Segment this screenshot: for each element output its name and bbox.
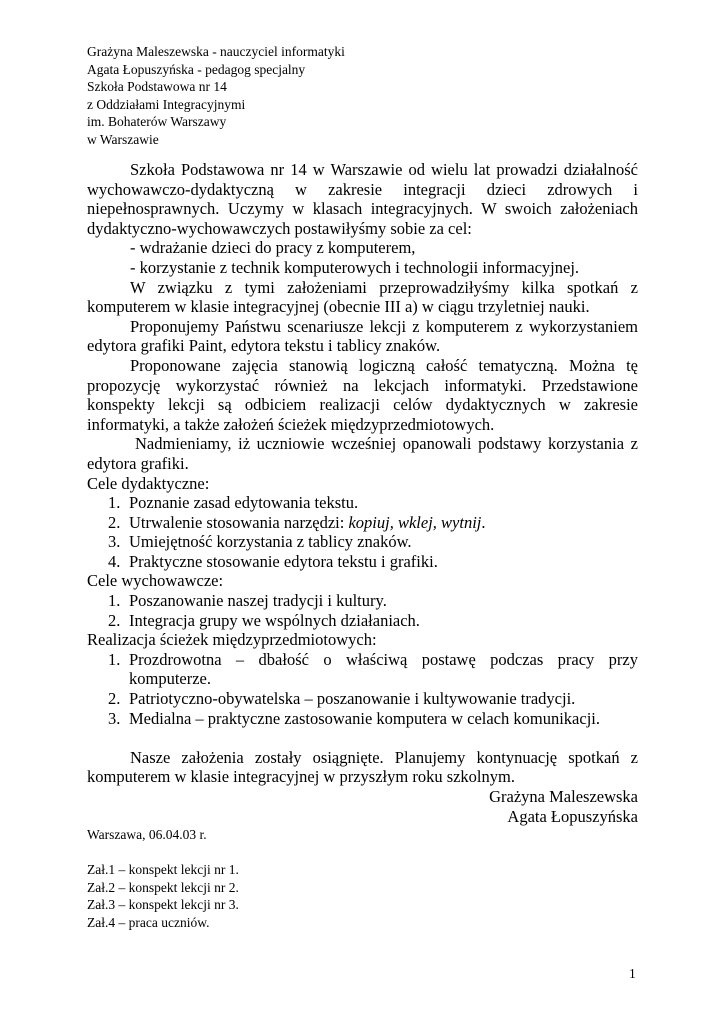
list-number: 2. — [108, 610, 121, 630]
paragraph: Proponowane zajęcia stanowią logiczną całość tematyczną. Można tę propozycję wykorzystać również na lekcjach informatyki. Przedstawione konspekty lekcji są odbiciem realizacji celów dydaktycznych w zakresie informatyki, a także założeń ścieżek międzyprzedmiotowych. — [87, 355, 638, 434]
list-number: 1. — [108, 591, 121, 611]
attachments-list — [87, 861, 239, 931]
header-line: im. Bohaterów Warszawy — [87, 114, 227, 130]
section-heading: Cele dydaktyczne: — [87, 473, 210, 493]
section-heading: Cele wychowawcze: — [87, 571, 224, 591]
signature: Agata Łopuszyńska — [507, 806, 638, 826]
date-line: Warszawa, 06.04.03 r. — [87, 827, 207, 842]
list-number: 4. — [108, 551, 121, 571]
author-header — [87, 43, 345, 149]
list-text: Patriotyczno-obywatelska – poszanowanie i kultywowanie tradycji. — [129, 689, 576, 709]
list-text: Utrwalenie stosowania narzędzi: — [129, 512, 349, 532]
header-line: Grażyna Maleszewska - nauczyciel informatyki — [87, 44, 345, 59]
header-line: w Warszawie — [87, 131, 159, 147]
list-item — [87, 552, 638, 572]
attachment-item: Zał.1 – konspekt lekcji nr 1. — [87, 862, 239, 877]
signature: Grażyna Maleszewska — [489, 787, 638, 806]
list-item — [87, 611, 638, 631]
list-item — [87, 532, 638, 552]
list-number: 2. — [108, 512, 121, 532]
intro-paragraph: Szkoła Podstawowa nr 14 w Warszawie od wielu lat prowadzi działalność wychowawczo-dydaktyczną w zakresie integracji dzieci zdrowych i niepełnosprawnych. Uczymy w klasach integracyjnych. W swoich założeniach dydaktyczno-wychowawczych postawiłyśmy sobie za cel: — [87, 160, 638, 238]
list-item — [87, 591, 638, 611]
list-text: Umiejętność korzystania z tablicy znaków. — [129, 532, 412, 552]
list-item — [87, 689, 638, 709]
document-body — [87, 160, 638, 826]
attachment-item: Zał.2 – konspekt lekcji nr 2. — [87, 879, 239, 895]
section-heading: Realizacja ścieżek międzyprzedmiotowych: — [87, 630, 377, 650]
list-number: 2. — [108, 689, 121, 709]
list-item — [87, 650, 638, 689]
list-text: Prozdrowotna – dbałość o właściwą postawę podczas pracy przy komputerze. — [129, 649, 638, 689]
header-line: Agata Łopuszyńska - pedagog specjalny — [87, 61, 306, 77]
list-number: 3. — [108, 532, 121, 552]
list-text: Praktyczne stosowanie edytora tekstu i grafiki. — [129, 551, 438, 571]
header-line: Szkoła Podstawowa nr 14 — [87, 79, 227, 95]
closing-paragraph: Nasze założenia zostały osiągnięte. Planujemy kontynuację spotkań z komputerem w klasie integracyjnej w przyszłym roku szkolnym. — [87, 747, 638, 787]
list-text: Medialna – praktyczne zastosowanie komputera w celach komunikacji. — [129, 708, 600, 728]
list-item — [87, 493, 638, 513]
list-text: Integracja grupy we wspólnych działaniach. — [129, 610, 420, 630]
page-number: 1 — [629, 966, 636, 981]
attachment-item: Zał.4 – praca uczniów. — [87, 914, 210, 930]
paragraph: Proponujemy Państwu scenariusze lekcji z komputerem z wykorzystaniem edytora grafiki Paint, edytora tekstu i tablicy znaków. — [87, 316, 638, 356]
list-item — [87, 709, 638, 729]
goal-item: - wdrażanie dzieci do pracy z komputerem, — [130, 238, 416, 258]
list-text: Poszanowanie naszej tradycji i kultury. — [129, 591, 387, 611]
list-item — [87, 513, 638, 533]
italic-tools: kopiuj, wklej, wytnij — [348, 512, 482, 532]
paragraph: W związku z tymi założeniami przeprowadziłyśmy kilka spotkań z komputerem w klasie integracyjnej (obecnie III a) w ciągu trzyletniej nauki. — [87, 277, 638, 317]
list-number: 3. — [108, 708, 121, 728]
list-number: 1. — [108, 493, 121, 513]
goal-item: - korzystanie z technik komputerowych i technologii informacyjnej. — [130, 257, 580, 277]
list-text: Poznanie zasad edytowania tekstu. — [129, 493, 359, 513]
attachment-item: Zał.3 – konspekt lekcji nr 3. — [87, 897, 239, 913]
list-text-tail: . — [481, 512, 486, 532]
list-number: 1. — [108, 649, 121, 669]
header-line: z Oddziałami Integracyjnymi — [87, 96, 246, 112]
paragraph: Nadmieniamy, iż uczniowie wcześniej opanowali podstawy korzystania z edytora grafiki. — [87, 434, 638, 473]
